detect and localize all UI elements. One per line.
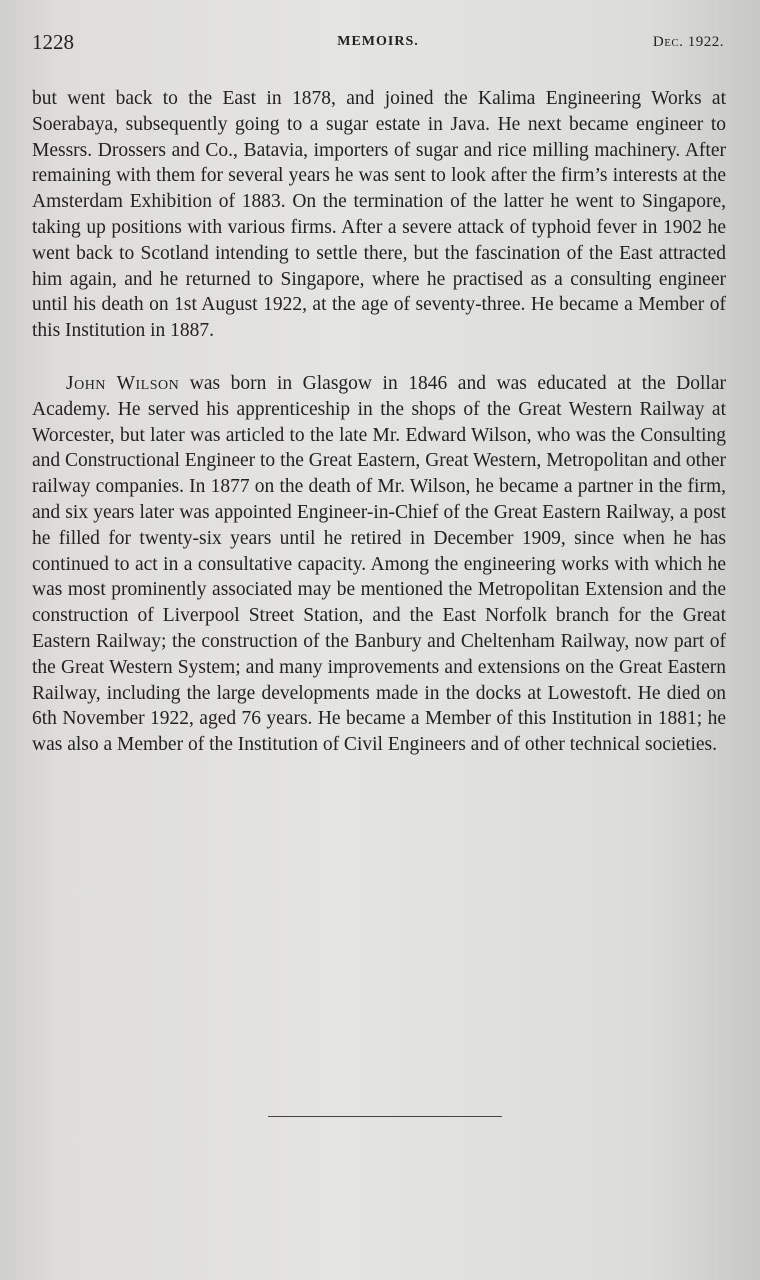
end-rule — [268, 1116, 502, 1117]
page-number: 1228 — [32, 30, 74, 54]
memoir-body — [32, 86, 726, 758]
running-title: MEMOIRS. — [337, 34, 419, 49]
memoir-text: was born in Glasgow in 1846 and was educated at the Dollar Academy. He served his apprenticeship in the shops of the Great Western Railway at Worcester, but later was articled to the late Mr. Edward Wilson, who was the Consulting and Constructional Engineer to the Great Eastern, Great Western, Metropolitan and other railway companies. In 1877 on the death of Mr. Wilson, he became a partner in the firm, and six years later was appointed Engineer-in-Chief of the Great Eastern Railway, a post he filled for twenty-six years until he retired in December 1909, since when he has continued to act in a consultative capacity. Among the engineering works with which he was most prominently associated may be mentioned the Metropolitan Extension and the construction of Liverpool Street Station, and the East Norfolk branch for the Great Eastern Railway; the construction of the Banbury and Cheltenham Railway, now part of the Great Western System; and many improvements and extensions on the Great Eastern Railway, including the large developments made in the docks at Lowestoft. He died on 6th November 1922, aged 76 years. He became a Member of this Institution in 1881; he was also a Member of the Institution of Civil Engineers and of other technical societies. — [32, 372, 726, 756]
paragraph-continued: but went back to the East in 1878, and joined the Kalima Engineering Works at Soerabaya, subsequently going to a sugar estate in Java. He next became engineer to Messrs. Drossers and Co., Batavia, importers of sugar and rice milling machinery. After remaining with them for several years he was sent to look after the firm’s interests at the Amsterdam Exhibition of 1883. On the termination of the latter he went to Singapore, taking up positions with various firms. After a severe attack of typhoid fever in 1902 he went back to Scotland intending to settle there, but the fascination of the East attracted him again, and he returned to Singapore, where he practised as a consulting engineer until his death on 1st August 1922, at the age of seventy-three. He became a Member of this Institution in 1887. — [32, 88, 726, 342]
running-header — [32, 30, 724, 60]
running-date: Dec. 1922. — [652, 34, 724, 50]
memoir-subject-name: John Wilson — [66, 372, 180, 394]
paragraph-john-wilson — [32, 371, 726, 758]
